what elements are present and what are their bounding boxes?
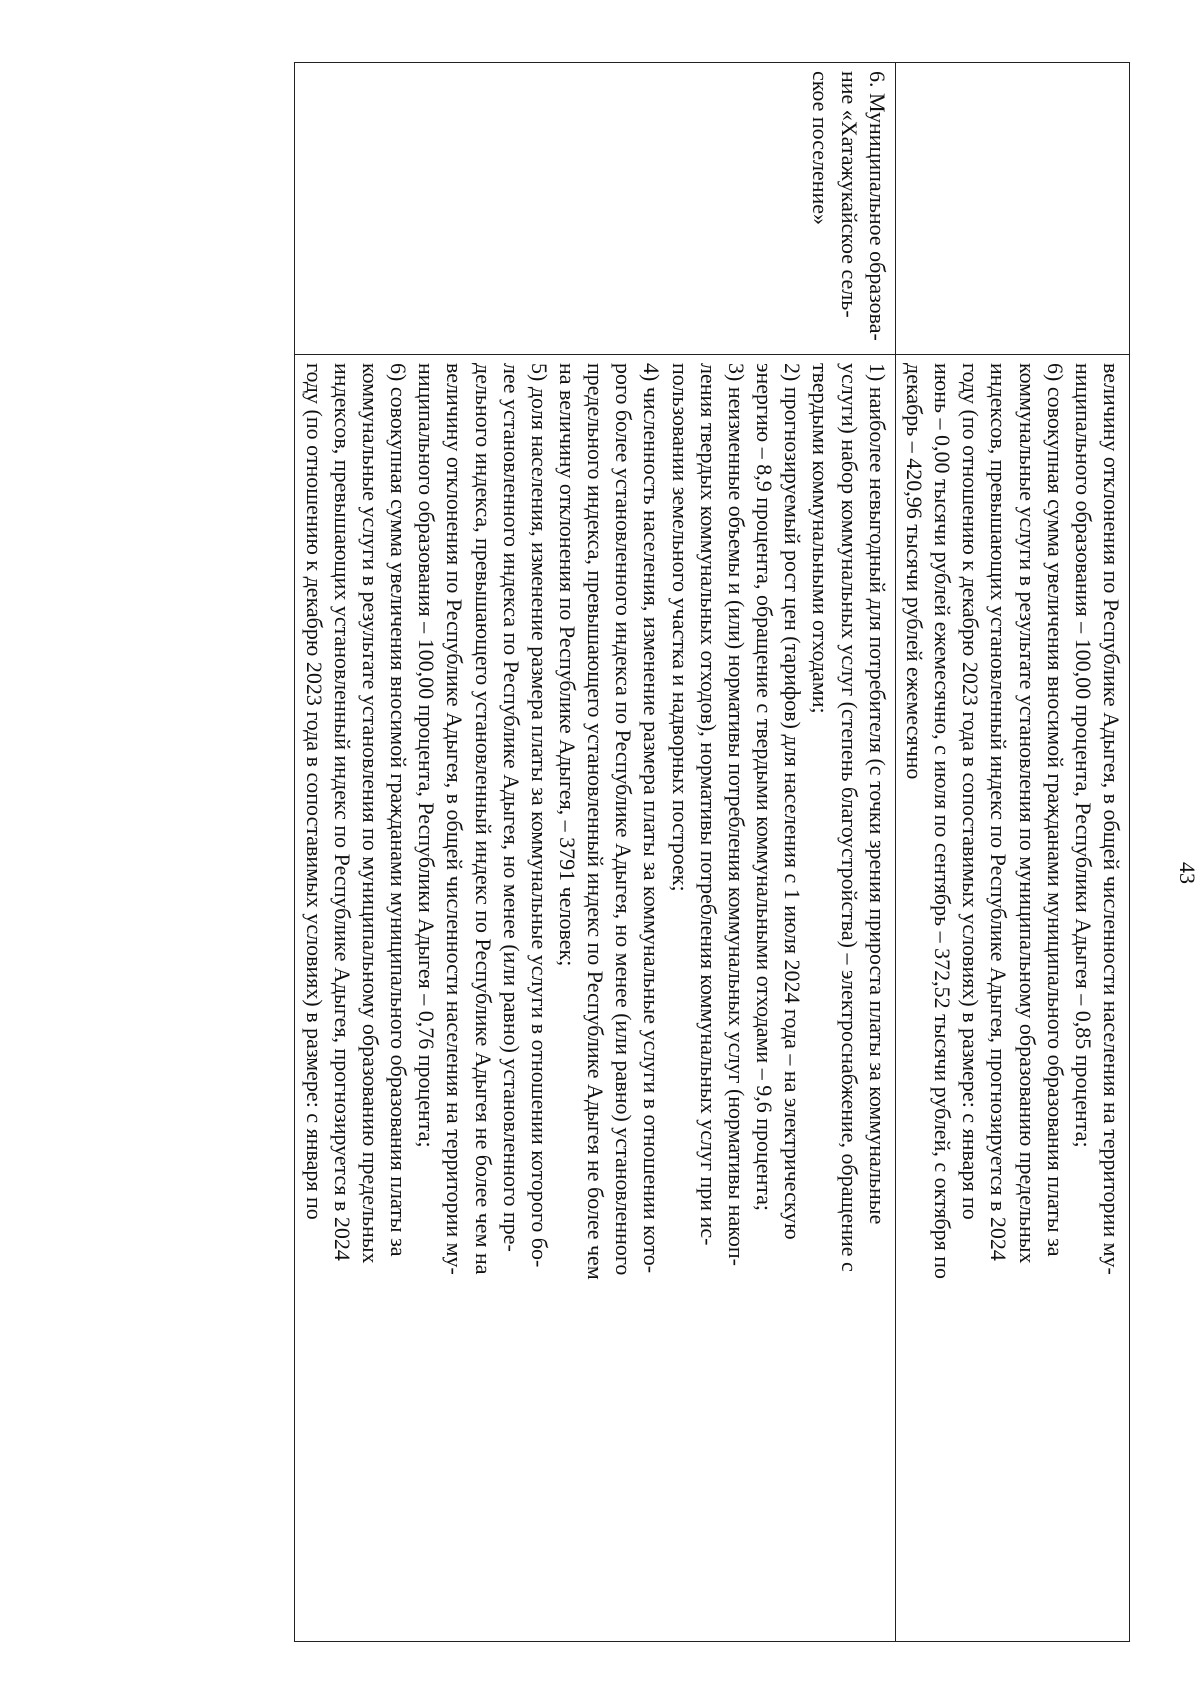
text-line: коммунальные услуги в результате установления по муниципальному образованию предельных <box>357 363 383 1264</box>
text-line: 6) совокупная сумма увеличения вносимой гражданами муниципального образования платы за <box>1042 363 1068 1257</box>
text-line: величину отклонения по Республике Адыгея, в общей численности населения на территории му- <box>1099 363 1124 1275</box>
text-line: ниципального образования – 100,00 процента, Республики Адыгея – 0,76 процента; <box>414 363 440 1148</box>
text-line: лее установленного индекса по Республике Адыгея, но менее (или равно) установленного пре- <box>498 363 524 1252</box>
text-line: пользовании земельного участка и надворных построек; <box>667 363 693 892</box>
text-line: величину отклонения по Республике Адыгея, в общей численности населения на территории му- <box>442 363 468 1275</box>
table-row <box>895 63 1129 1642</box>
table-row <box>295 63 895 1642</box>
description-cell <box>295 355 895 1642</box>
text-line: году (по отношению к декабрю 2023 года в сопоставимых условиях) в размере: с января по <box>301 363 327 1220</box>
text-line: 6) совокупная сумма увеличения вносимой гражданами муниципального образования платы за <box>386 363 412 1257</box>
text-line: рого более установленного индекса по Республике Адыгея, но менее (или равно) установленного <box>611 363 637 1276</box>
text-line: июнь – 0,00 тысячи рублей ежемесячно, с июля по сентябрь – 372,52 тысячи рублей, с октября по <box>930 363 956 1280</box>
text-line: декабрь – 420,96 тысячи рублей ежемесячно <box>901 363 927 780</box>
text-line: на величину отклонения по Республике Адыгея, – 3791 человек; <box>555 363 581 967</box>
text-line: 5) доля населения, изменение размера платы за коммунальные услуги в отношении которого бо- <box>526 363 552 1268</box>
text-line: ниципального образования – 100,00 процента, Республики Адыгея – 0,85 процента; <box>1070 363 1096 1148</box>
municipality-cell: 6. Муниципальное образова-ние «Хатажукайское сель-ское поселение» <box>295 63 895 355</box>
text-line: индексов, превышающих установленный индекс по Республике Адыгея, прогнозируется в 2024 <box>329 363 355 1261</box>
text-line: энергию – 8,9 процента, обращение с твердыми коммунальными отходами – 9,6 процента; <box>752 363 778 1212</box>
text-line: предельного индекса, превышающего установленный индекс по Республике Адыгея не более чем <box>583 363 609 1280</box>
document-table <box>294 62 1130 1642</box>
text-line: твердыми коммунальными отходами; <box>808 363 834 714</box>
page-number: 43 <box>1175 862 1200 884</box>
text-line: дельного индекса, превышающего установленный индекс по Республике Адыгея не более чем на <box>470 363 496 1275</box>
rotated-page <box>90 62 1200 1642</box>
text-line: 1) наиболее невыгодный для потребителя (с точки зрения прироста платы за коммунальные <box>864 363 890 1225</box>
text-line: году (по отношению к декабрю 2023 года в сопоставимых условиях) в размере: с января по <box>958 363 984 1220</box>
text-line: индексов, превышающих установленный индекс по Республике Адыгея, прогнозируется в 2024 <box>986 363 1012 1261</box>
text-line: 4) численность населения, изменение размера платы за коммунальные услуги в отношении кото- <box>639 363 665 1274</box>
text-line: 2) прогнозируемый рост цен (тарифов) для населения с 1 июля 2024 года – на электрическую <box>780 363 806 1240</box>
text-line: коммунальные услуги в результате установления по муниципальному образованию предельных <box>1014 363 1040 1264</box>
text-line: 3) неизменные объемы и (или) нормативы потребления коммунальных услуг (нормативы накоп- <box>723 363 749 1266</box>
description-cell <box>895 355 1129 1642</box>
text-line: ления твердых коммунальных отходов), нормативы потребления коммунальных услуг при ис- <box>695 363 721 1246</box>
municipality-cell <box>895 63 1129 355</box>
text-line: услуги) набор коммунальных услуг (степень благоустройства) – электроснабжение, обращение с <box>836 363 862 1272</box>
